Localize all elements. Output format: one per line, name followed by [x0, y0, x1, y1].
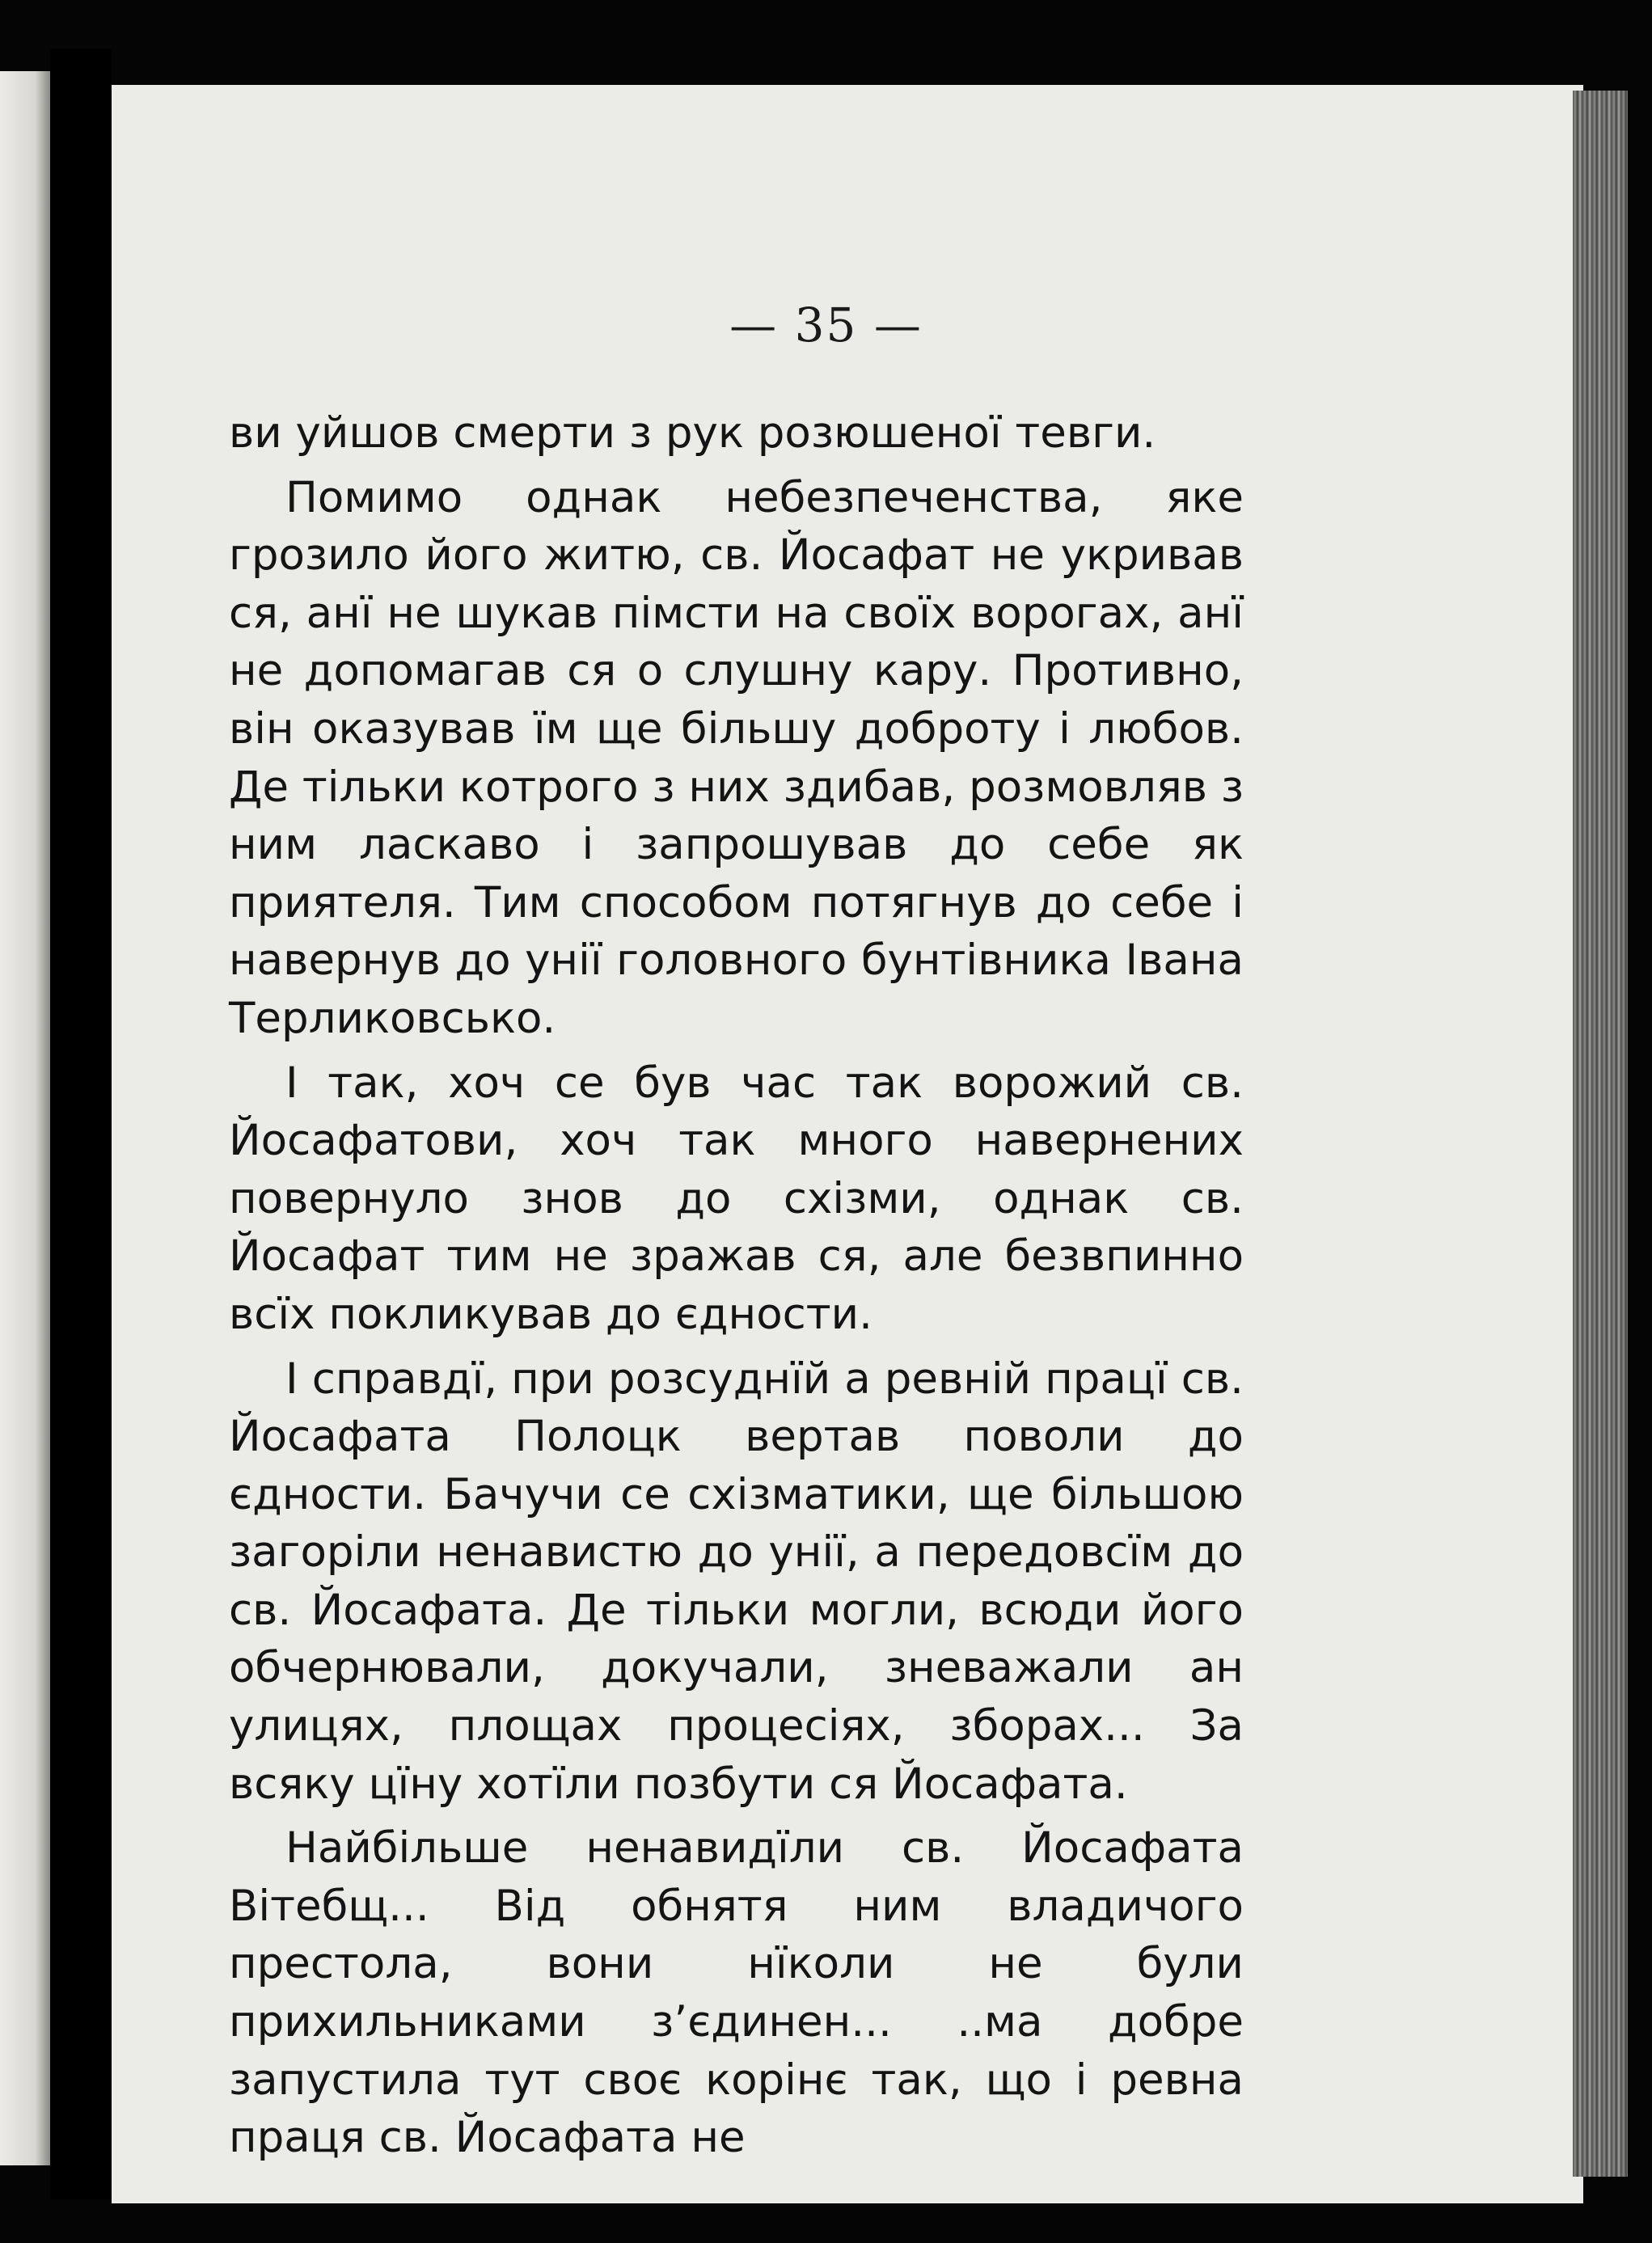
- page-block-edge: [1573, 91, 1628, 2177]
- paragraph-continuation: ви уйшов смерти з рук розюшеної тевги.: [229, 408, 1156, 458]
- page-number: — 35 —: [729, 298, 923, 353]
- paragraph: Найбільше ненавидїли св. Йосафата Вітебщ... Від обнятя ним владичого престола, вони нїколи не були прихильниками з’єдинен... ..ма добре запустила тут своє корінє так, що і ревна праця св. Йосафата не: [229, 1823, 1244, 2163]
- paragraph: І справдї, при розсуднїй а ревній працї св. Йосафата Полоцк вертав поволи до єдности. Бачучи се схізматики, ще більшою загоріли ненавистю до унії, а передовсїм до св. Йосафата. Де тільки могли, всюди його обчернювали, докучали, зневажали ан улицях, площах процесіях, зборах... За всяку цїну хотїли позбути ся Йосафата.: [229, 1354, 1244, 1809]
- book-gutter: [50, 49, 112, 2199]
- paragraph: Помимо однак небезпеченства, яке грозило його житю, св. Йосафат не укривав ся, анї не шукав пімсти на своїх ворогах, анї не допомагав ся о слушну кару. Противно, він оказував їм ще більшу доброту і любов. Де тільки котрого з них здибав, розмовляв з ним ласкаво і запрошував до себе як приятеля. Тим способом потягнув до себе і навернув до унії головного бунтівника Івана Терликовсько.: [229, 472, 1244, 1043]
- body-text: [229, 404, 1244, 2173]
- previous-page-edge: [0, 71, 50, 2165]
- paragraph: І так, хоч се був час так ворожий св. Йосафатови, хоч так много навернених повернуло знов до схізми, однак св. Йосафат тим не зражав ся, але безвпинно всїх покликував до єдности.: [229, 1058, 1244, 1339]
